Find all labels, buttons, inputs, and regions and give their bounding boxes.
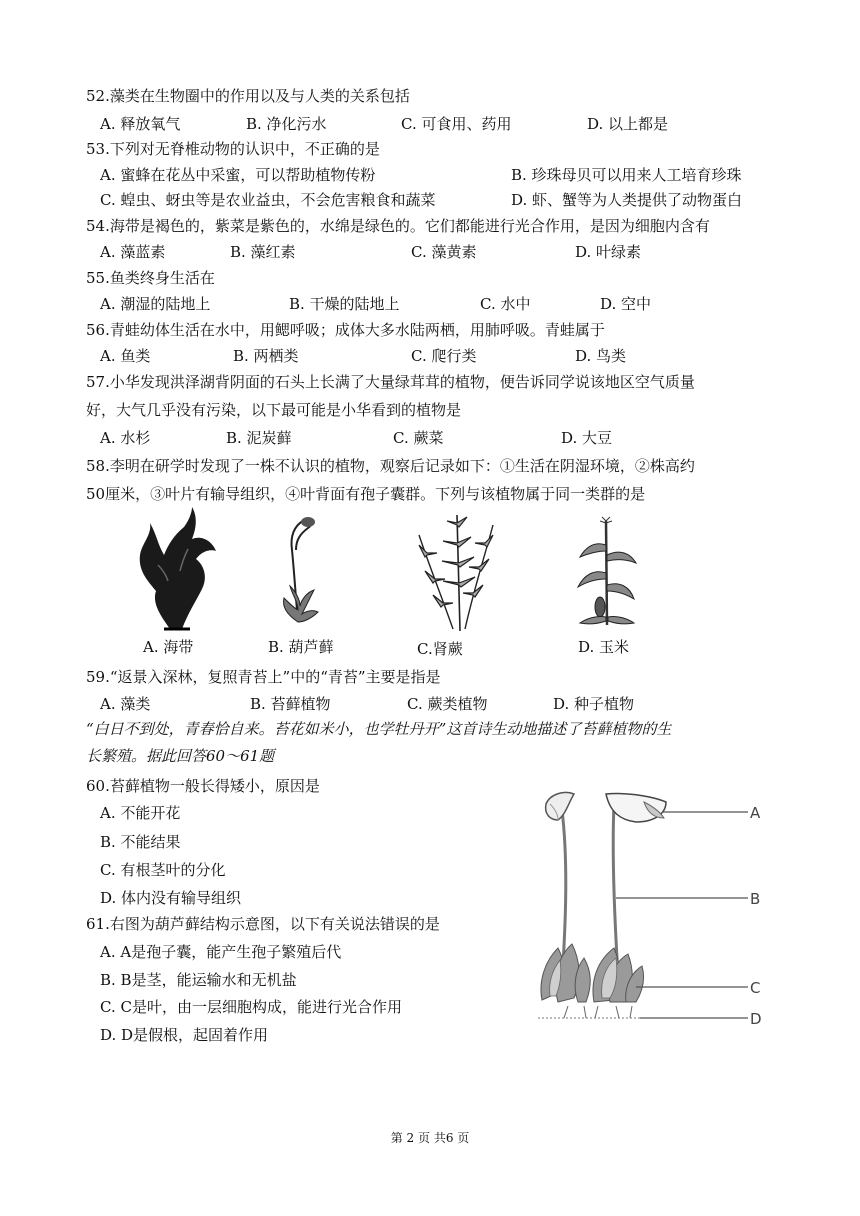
q54-stem: 54.海带是褐色的，紫菜是紫色的，水绵是绿色的。它们都能进行光合作用，是因为细胞内含有	[86, 217, 710, 235]
q60-option-a: A. 不能开花	[100, 804, 181, 822]
moss-illustration	[268, 510, 328, 630]
q55-option-c: C. 水中	[480, 295, 531, 313]
page-footer: 第 2 页 共6 页	[390, 1131, 470, 1145]
q54-option-d: D. 叶绿素	[575, 243, 642, 261]
q59-option-b: B. 苔藓植物	[250, 695, 331, 713]
q61-option-b: B. B是茎，能运输水和无机盐	[100, 971, 297, 989]
q59-option-d: D. 种子植物	[553, 695, 635, 713]
q52-option-b: B. 净化污水	[246, 115, 327, 133]
q59-option-a: A. 藻类	[100, 695, 151, 713]
q56-option-c: C. 爬行类	[411, 347, 477, 365]
q56-option-d: D. 鸟类	[575, 347, 627, 365]
corn-illustration	[572, 515, 642, 630]
q57-option-c: C. 蕨菜	[393, 429, 444, 447]
q58-option-a: A. 海带	[143, 638, 194, 656]
q58-option-d: D. 玉米	[578, 638, 630, 656]
q57-option-b: B. 泥炭藓	[226, 429, 292, 447]
q61-stem: 61.右图为葫芦藓结构示意图，以下有关说法错误的是	[86, 915, 440, 933]
q61-option-d: D. D是假根，起固着作用	[100, 1026, 269, 1044]
q60-stem: 60.苔藓植物一般长得矮小，原因是	[86, 777, 320, 795]
q58-stem-line2: 50厘米，③叶片有输导组织，④叶背面有孢子囊群。下列与该植物属于同一类群的是	[86, 485, 646, 503]
q53-stem: 53.下列对无脊椎动物的认识中，不正确的是	[86, 140, 380, 158]
q58-option-c: C.肾蕨	[417, 640, 463, 658]
q55-option-d: D. 空中	[600, 295, 652, 313]
q61-option-a: A. A是孢子囊，能产生孢子繁殖后代	[100, 943, 342, 961]
q59-stem: 59.“返景入深林，复照青苔上”中的“青苔”主要是指是	[86, 668, 441, 686]
q53-option-b: B. 珍珠母贝可以用来人工培育珍珠	[511, 166, 742, 184]
q54-option-c: C. 藻黄素	[411, 243, 477, 261]
q57-option-a: A. 水杉	[100, 429, 151, 447]
q58-stem-line1: 58.李明在研学时发现了一株不认识的植物，观察后记录如下：①生活在阴湿环境，②株高约	[86, 457, 695, 475]
q55-option-a: A. 潮湿的陆地上	[100, 295, 211, 313]
q56-option-b: B. 两栖类	[233, 347, 299, 365]
kelp-illustration	[130, 505, 220, 633]
moss-structure-diagram	[528, 780, 778, 1030]
q61-option-c: C. C是叶，由一层细胞构成，能进行光合作用	[100, 998, 402, 1016]
q54-option-a: A. 藻蓝素	[100, 243, 166, 261]
q56-stem: 56.青蛙幼体生活在水中，用鳃呼吸；成体大多水陆两栖，用肺呼吸。青蛙属于	[86, 321, 605, 339]
q57-stem-line1: 57.小华发现洪泽湖背阴面的石头上长满了大量绿茸茸的植物，便告诉同学说该地区空气质量	[86, 373, 695, 391]
q60-option-b: B. 不能结果	[100, 833, 181, 851]
q52-option-d: D. 以上都是	[587, 115, 669, 133]
q52-option-a: A. 释放氧气	[100, 115, 181, 133]
q59-option-c: C. 蕨类植物	[407, 695, 488, 713]
poem-line2: 长繁殖。据此回答60～61题	[86, 747, 275, 765]
capsule-left	[546, 792, 574, 820]
label-b: B	[750, 890, 761, 908]
label-c: C	[750, 979, 761, 997]
q57-stem-line2: 好，大气几乎没有污染，以下最可能是小华看到的植物是	[86, 401, 462, 419]
q52-stem: 52.藻类在生物圈中的作用以及与人类的关系包括	[86, 87, 410, 105]
fern-illustration	[405, 505, 515, 635]
q54-option-b: B. 藻红素	[230, 243, 296, 261]
label-d: D	[750, 1010, 762, 1028]
q60-option-d: D. 体内没有输导组织	[100, 889, 242, 907]
q57-option-d: D. 大豆	[561, 429, 613, 447]
poem-line1: “白日不到处，青春恰自来。苔花如米小，也学牡丹开”这首诗生动地描述了苔藓植物的生	[86, 720, 672, 738]
q55-option-b: B. 干燥的陆地上	[289, 295, 400, 313]
q55-stem: 55.鱼类终身生活在	[86, 269, 215, 287]
q53-option-d: D. 虾、蟹等为人类提供了动物蛋白	[511, 191, 743, 209]
q52-option-c: C. 可食用、药用	[401, 115, 512, 133]
q53-option-a: A. 蜜蜂在花丛中采蜜，可以帮助植物传粉	[100, 166, 376, 184]
q53-option-c: C. 蝗虫、蚜虫等是农业益虫，不会危害粮食和蔬菜	[100, 191, 436, 209]
q58-option-b: B. 葫芦藓	[268, 638, 334, 656]
q60-option-c: C. 有根茎叶的分化	[100, 861, 226, 879]
q56-option-a: A. 鱼类	[100, 347, 151, 365]
label-a: A	[750, 804, 761, 822]
